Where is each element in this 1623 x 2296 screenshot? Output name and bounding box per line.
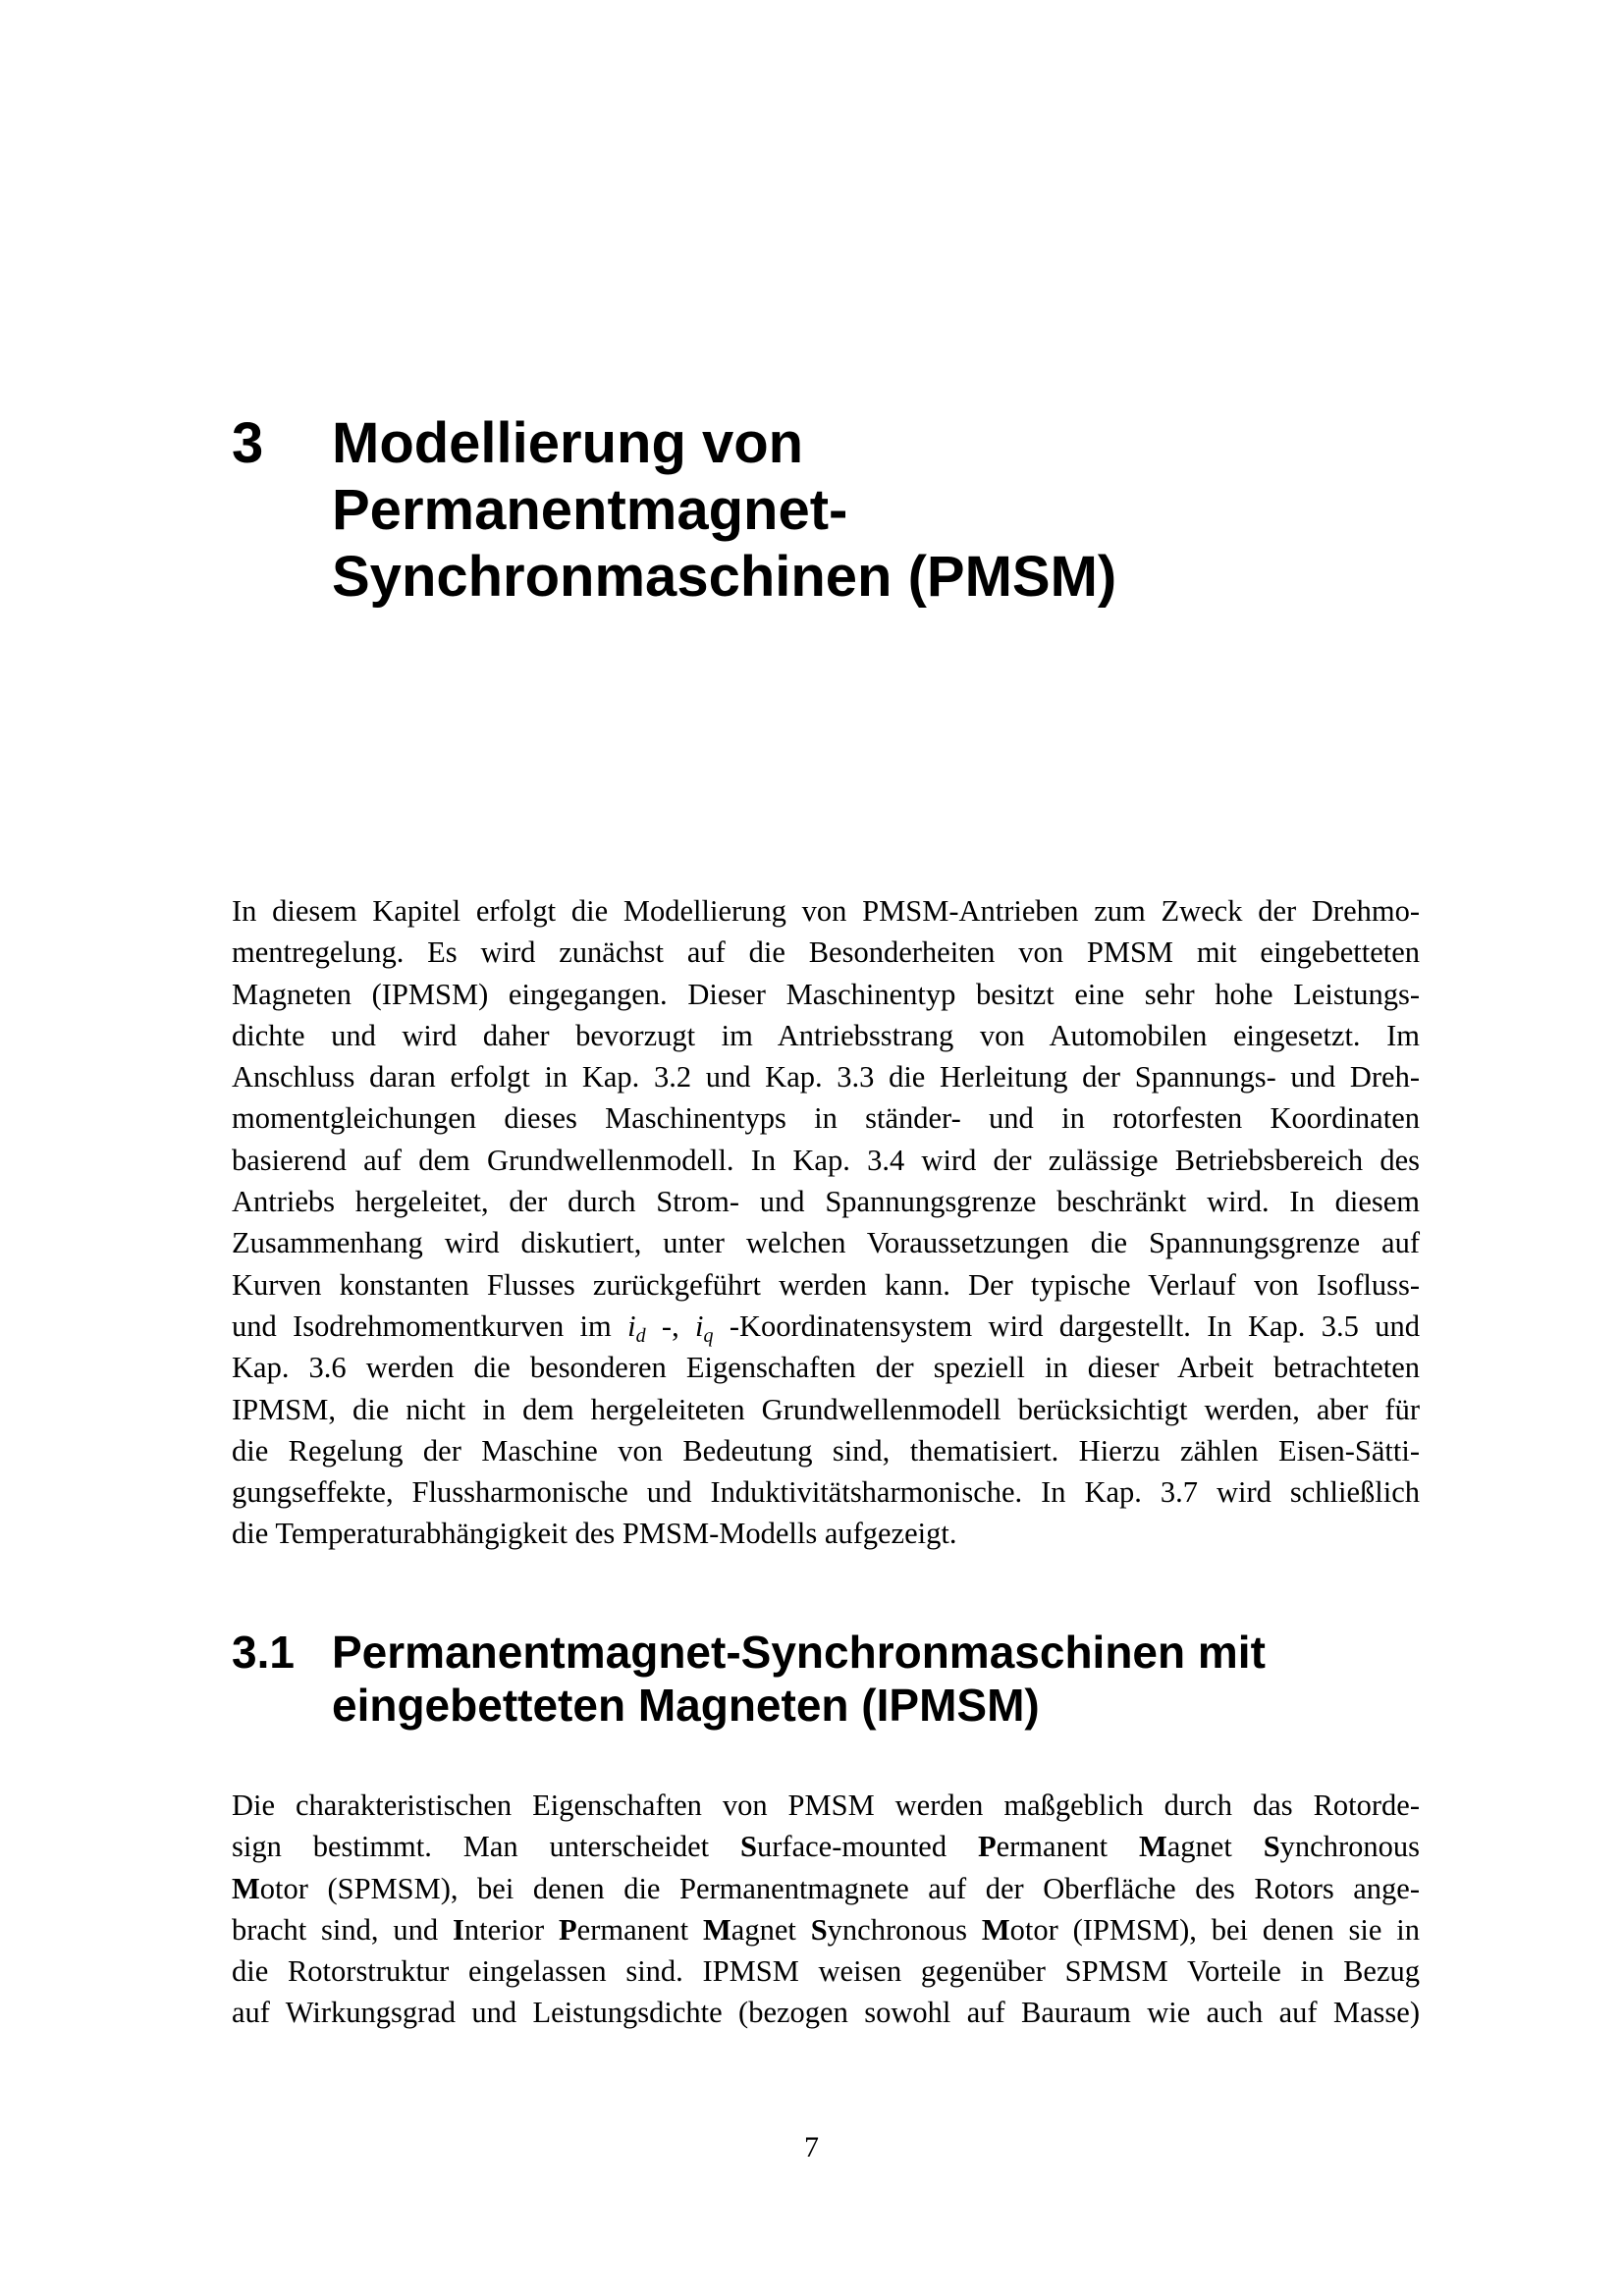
text-line: dichte und wird daher bevorzugt im Antriebsstrang von Automobilen eingesetzt. Im (232, 1018, 1420, 1052)
section-title (332, 1626, 1432, 1732)
text-line: Antriebs hergeleitet, der durch Strom- und Spannungsgrenze beschränkt wird. In diesem (232, 1185, 1420, 1219)
text-line: Anschluss daran erfolgt in Kap. 3.2 und Kap. 3.3 die Herleitung der Spannungs- und Dreh- (232, 1060, 1420, 1095)
text-segment: ermanent (576, 1912, 703, 1947)
text-line: mentregelung. Es wird zunächst auf die Besonderheiten von PMSM mit eingebetteten (232, 935, 1420, 970)
text-line (232, 1909, 1420, 1950)
text-line: Magneten (IPMSM) eingegangen. Dieser Maschinentyp besitzt eine sehr hohe Leistungs- (232, 977, 1420, 1011)
acronym-letter: P (977, 1830, 997, 1864)
page-number: 7 (804, 2131, 819, 2163)
intro-paragraph (232, 890, 1420, 1555)
text-line: Kap. 3.6 werden die besonderen Eigenschaften der speziell in dieser Arbeit betrachteten (232, 1351, 1420, 1385)
text-line: auf Wirkungsgrad und Leistungsdichte (bezogen sowohl auf Bauraum wie auch auf Masse) (232, 1996, 1420, 2030)
chapter-title-line: Permanentmagnet- (332, 478, 848, 542)
text-segment: bracht sind, und (232, 1912, 453, 1947)
text-segment: urface-mounted (757, 1830, 978, 1864)
text-line: die Temperaturabhängigkeit des PMSM-Modells aufgezeigt. (232, 1517, 957, 1551)
acronym-letter: M (702, 1912, 731, 1947)
acronym-letter: M (981, 1912, 1010, 1947)
text-line: momentgleichungen dieses Maschinentyps in ständer- und in rotorfesten Koordinaten (232, 1101, 1420, 1136)
acronym-letter: M (232, 1871, 260, 1905)
acronym-letter: S (740, 1830, 758, 1864)
text-line-math (232, 1306, 1420, 1347)
section-title-line: Permanentmagnet-Synchronmaschinen mit (332, 1627, 1266, 1678)
text-line: IPMSM, die nicht in dem hergeleiteten Grundwellenmodell berücksichtigt werden, aber für (232, 1392, 1420, 1426)
section-title-line: eingebetteten Magneten (IPMSM) (332, 1680, 1040, 1731)
text-line: die Regelung der Maschine von Bedeutung sind, thematisiert. Hierzu zählen Eisen-Sätti- (232, 1433, 1420, 1468)
chapter-title (332, 410, 1412, 611)
text-segment: ynchronous (827, 1912, 982, 1947)
section-number: 3.1 (232, 1627, 295, 1678)
text-segment: -, (645, 1308, 696, 1343)
text-segment: otor (IPMSM), bei denen sie in (1009, 1912, 1420, 1947)
text-segment: agnet (1166, 1830, 1264, 1864)
math-var-i: i (627, 1308, 636, 1343)
chapter-number: 3 (232, 411, 264, 475)
text-segment: otor (SPMSM), bei denen die Permanentmagnete auf der Oberfläche des Rotors ange- (259, 1871, 1420, 1905)
text-line: Kurven konstanten Flusses zurückgeführt werden kann. Der typische Verlauf von Isofluss- (232, 1267, 1420, 1302)
text-segment: nterior (463, 1912, 560, 1947)
text-segment: sign bestimmt. Man unterscheidet (232, 1830, 741, 1864)
text-segment: und Isodrehmomentkurven im (232, 1308, 628, 1343)
chapter-title-line: Synchronmaschinen (PMSM) (332, 545, 1117, 609)
text-line: In diesem Kapitel erfolgt die Modellierung von PMSM-Antrieben zum Zweck der Drehmo- (232, 894, 1420, 928)
text-segment: ermanent (996, 1830, 1139, 1864)
text-line (232, 1868, 1420, 1909)
acronym-letter: S (1263, 1830, 1280, 1864)
text-line: gungseffekte, Flussharmonische und Induktivitätsharmonische. In Kap. 3.7 wird schließlich (232, 1475, 1420, 1510)
text-segment: -Koordinatensystem wird dargestellt. In Kap. 3.5 und (713, 1308, 1420, 1343)
math-sub-q: q (703, 1324, 714, 1347)
acronym-letter: I (452, 1912, 464, 1947)
text-line (232, 1826, 1420, 1867)
section-paragraph (232, 1785, 1420, 2034)
acronym-letter: P (559, 1912, 577, 1947)
text-segment: agnet (730, 1912, 811, 1947)
math-sub-d: d (635, 1324, 646, 1347)
acronym-letter: M (1138, 1830, 1167, 1864)
chapter-title-line: Modellierung von (332, 411, 804, 475)
acronym-letter: S (810, 1912, 828, 1947)
text-line: die Rotorstruktur eingelassen sind. IPMSM weisen gegenüber SPMSM Vorteile in Bezug (232, 1954, 1420, 1989)
text-segment: ynchronous (1279, 1830, 1420, 1864)
text-line: basierend auf dem Grundwellenmodell. In Kap. 3.4 wird der zulässige Betriebsbereich des (232, 1143, 1420, 1177)
math-var-i: i (695, 1308, 704, 1343)
text-line: Die charakteristischen Eigenschaften von PMSM werden maßgeblich durch das Rotorde- (232, 1789, 1420, 1822)
text-line: Zusammenhang wird diskutiert, unter welchen Voraussetzungen die Spannungsgrenze auf (232, 1226, 1420, 1260)
